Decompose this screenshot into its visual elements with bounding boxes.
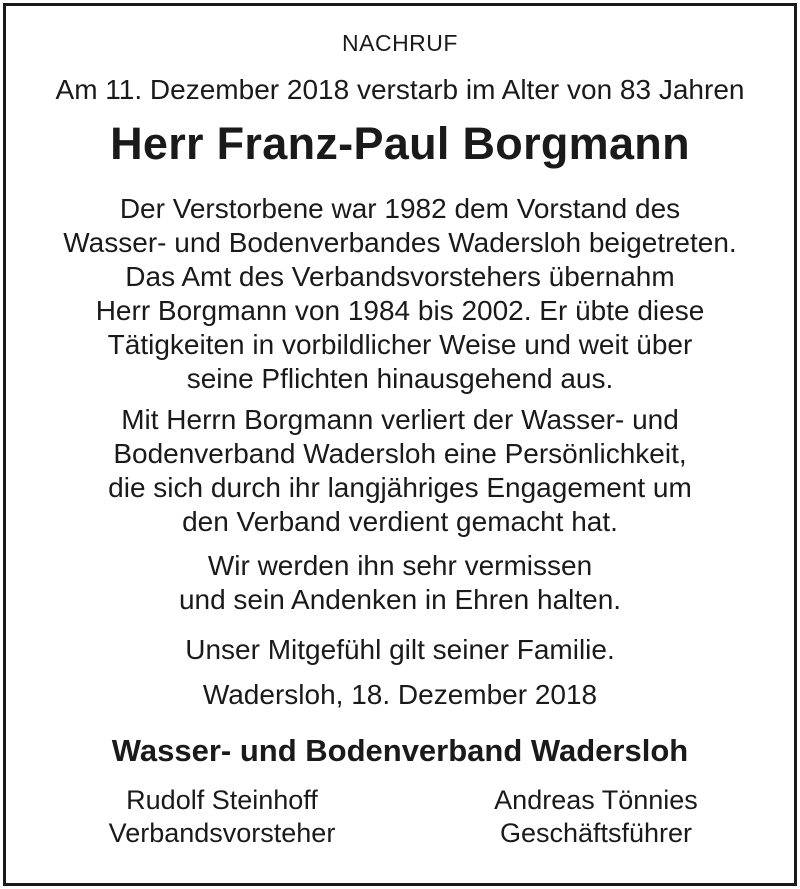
condolence-line: Unser Mitgefühl gilt seiner Familie. bbox=[185, 634, 615, 665]
paragraph-line: Tätigkeiten in vorbildlicher Weise und weit über bbox=[107, 329, 693, 360]
signatory-name: Rudolf Steinhoff bbox=[126, 785, 318, 815]
paragraph-line: Wasser- und Bodenverbandes Wadersloh beigetreten. bbox=[63, 227, 737, 258]
paragraph-line: den Verband verdient gemacht hat. bbox=[182, 506, 618, 537]
signatory-left bbox=[62, 784, 382, 850]
signatory-role: Verbandsvorsteher bbox=[108, 818, 336, 848]
signatory-name: Andreas Tönnies bbox=[494, 785, 698, 815]
paragraph-line: seine Pflichten hinausgehend aus. bbox=[186, 363, 614, 394]
signatory-role: Geschäftsführer bbox=[499, 818, 693, 848]
paragraph-line: Mit Herrn Borgmann verliert der Wasser- und bbox=[121, 404, 679, 435]
paragraph-line: Herr Borgmann von 1984 bis 2002. Er übte diese bbox=[95, 295, 705, 326]
intro-line: Am 11. Dezember 2018 verstarb im Alter von 83 Jahren bbox=[55, 74, 745, 105]
organization-name: Wasser- und Bodenverband Wadersloh bbox=[111, 733, 689, 768]
paragraph-line: Der Verstorbene war 1982 dem Vorstand des bbox=[119, 193, 681, 224]
deceased-name: Herr Franz-Paul Borgmann bbox=[110, 118, 690, 169]
paragraph-line: Bodenverband Wadersloh eine Persönlichkeit, bbox=[113, 438, 687, 469]
paragraph-line: Das Amt des Verbandsvorstehers übernahm bbox=[125, 261, 675, 292]
paragraph-line: und sein Andenken in Ehren halten. bbox=[178, 584, 622, 615]
signatory-right bbox=[436, 784, 756, 850]
place-date: Wadersloh, 18. Dezember 2018 bbox=[202, 679, 598, 710]
paragraph-line: die sich durch ihr langjähriges Engagement um bbox=[108, 472, 692, 503]
paragraph-line: Wir werden ihn sehr vermissen bbox=[207, 550, 593, 581]
notice-heading: NACHRUF bbox=[342, 30, 458, 56]
